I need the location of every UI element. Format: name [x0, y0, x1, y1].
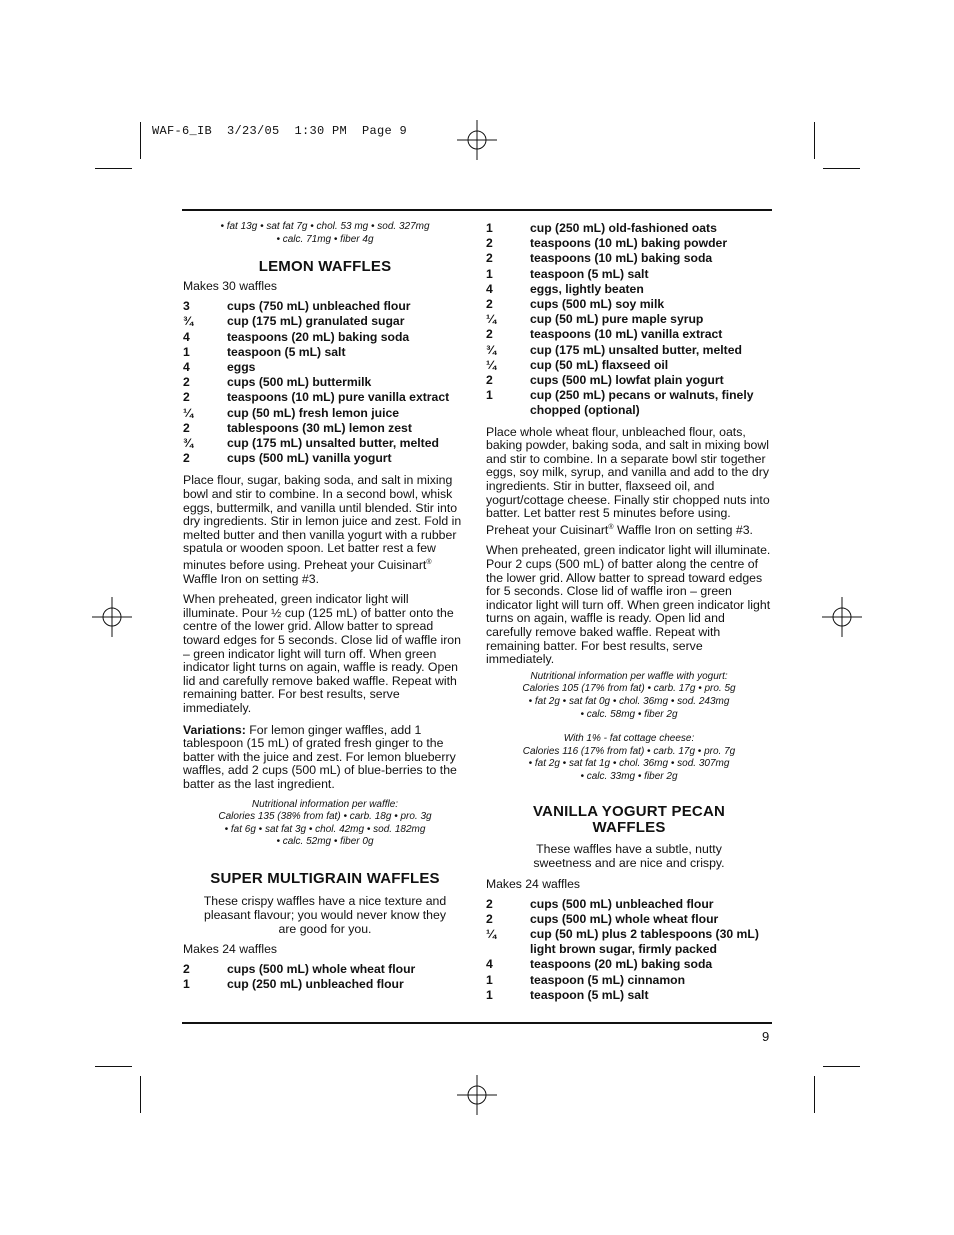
crop-mark — [140, 1076, 141, 1113]
ingredient-item — [183, 375, 467, 390]
multigrain-ingredient-list-continued — [486, 221, 772, 419]
ingredient-description: cup (175 mL) granulated sugar — [227, 314, 405, 329]
ingredient-quantity: ¾ — [486, 342, 497, 357]
ingredient-item — [183, 360, 467, 375]
ingredient-quantity: 2 — [486, 373, 493, 388]
left-column — [183, 221, 467, 992]
ingredient-quantity: ¾ — [183, 314, 194, 329]
ingredient-item — [183, 436, 467, 451]
ingredient-item — [486, 343, 772, 358]
lemon-ingredient-list — [183, 299, 467, 466]
multigrain-intro: These crispy waffles have a nice texture and pleasant flavour; you would never know they are good for you. — [203, 893, 447, 936]
ingredient-quantity: 4 — [486, 957, 493, 972]
ingredient-quantity: 1 — [183, 344, 190, 359]
ingredient-description: eggs — [227, 360, 256, 374]
nutrition-line: Calories 116 (17% from fat) • carb. 17g • pro. 7g — [522, 745, 736, 757]
vanilla-pecan-waffles-title: VANILLA YOGURT PECAN WAFFLES — [532, 802, 726, 836]
ingredient-item — [183, 390, 467, 405]
top-rule — [182, 209, 772, 211]
nutrition-line: • calc. 52mg • fiber 0g — [276, 836, 374, 848]
ingredient-item — [183, 299, 467, 314]
ingredient-description: teaspoons (10 mL) vanilla extract — [530, 327, 723, 342]
ingredient-description: teaspoon (5 mL) salt — [530, 987, 649, 1002]
ingredient-item — [486, 927, 772, 957]
ingredient-quantity: 2 — [183, 375, 190, 390]
ingredient-item — [486, 267, 772, 282]
ingredient-description: cups (500 mL) buttermilk — [227, 375, 372, 390]
ingredient-item — [486, 973, 772, 988]
nutrition-line: Calories 135 (38% from fat) • carb. 18g • pro. 3g — [218, 811, 432, 823]
ingredient-quantity: ¼ — [486, 357, 497, 372]
variations-label: Variations: — [183, 722, 246, 737]
ingredient-item — [486, 957, 772, 972]
ingredient-quantity: 1 — [486, 221, 493, 235]
ingredient-item — [486, 312, 772, 327]
ingredient-quantity: 2 — [183, 420, 190, 435]
ingredient-description: tablespoons (30 mL) lemon zest — [227, 420, 412, 435]
nutrition-line: Nutritional information per waffle: — [251, 798, 399, 810]
ingredient-description: teaspoons (10 mL) pure vanilla extract — [227, 390, 450, 405]
ingredient-quantity: 2 — [486, 236, 493, 251]
lemon-waffles-title: LEMON WAFFLES — [258, 258, 392, 276]
ingredient-quantity: ¼ — [486, 926, 497, 941]
registered-mark: ® — [608, 523, 614, 531]
ingredient-description: cups (500 mL) whole wheat flour — [227, 961, 416, 976]
vanilla-ingredient-list — [486, 897, 772, 1003]
ingredient-item — [183, 314, 467, 329]
ingredient-quantity: ¼ — [183, 405, 194, 420]
lemon-variations-paragraph: Variations: For lemon ginger waffles, add 1 tablespoon (15 mL) of grated fresh ginger to the batter with the juice and zest. For lemon blueberry waffles, add 2 cups (500 mL) of blue-berries to the batter as the last ingredient. — [183, 722, 457, 791]
ingredient-quantity: 2 — [486, 251, 493, 266]
registered-mark: ® — [426, 558, 432, 566]
ingredient-description: cups (500 mL) vanilla yogurt — [227, 451, 392, 466]
ingredient-quantity: 3 — [183, 299, 190, 314]
ingredient-item — [486, 912, 772, 927]
ingredient-description: cups (500 mL) soy milk — [530, 297, 665, 312]
ingredient-quantity: 4 — [486, 281, 493, 296]
ingredient-quantity: 2 — [486, 327, 493, 342]
ingredient-item — [183, 345, 467, 360]
crop-mark — [95, 1066, 132, 1067]
ingredient-description: cup (50 mL) fresh lemon juice — [227, 405, 400, 420]
ingredient-quantity: 1 — [183, 977, 190, 992]
page-number: 9 — [762, 1029, 770, 1044]
ingredient-item — [183, 421, 467, 436]
lemon-cooking-paragraph: When preheated, green indicator light will illuminate. Pour ½ cup (125 mL) of batter onto the centre of the lower grid. Allow batter to spread toward edges for 5 seconds. Close lid of waffle iron – green indicator light will turn off. When green indicator light turns on again, waffle is ready. Open lid and carefully remove baked waffle. Repeat with remaining batter. For best results, serve immediately. — [183, 592, 461, 716]
ingredient-quantity: ¾ — [183, 436, 194, 451]
ingredient-description: teaspoon (5 mL) cinnamon — [530, 972, 686, 987]
ingredient-description: cup (50 mL) flaxseed oil — [530, 357, 669, 372]
ingredient-quantity: 2 — [486, 911, 493, 926]
ingredient-description: eggs, lightly beaten — [530, 281, 644, 296]
crop-mark — [814, 1076, 815, 1113]
nutrition-line: Calories 105 (17% from fat) • carb. 17g • pro. 5g — [522, 683, 736, 695]
ingredient-description: teaspoons (20 mL) baking soda — [530, 957, 713, 972]
multigrain-nutrition-cottage — [486, 733, 772, 783]
nutrition-line: • fat 6g • sat fat 3g • chol. 42mg • sod. 182mg — [224, 823, 426, 835]
ingredient-description: teaspoons (10 mL) baking soda — [530, 251, 713, 266]
ingredient-item — [183, 451, 467, 466]
ingredient-item — [183, 406, 467, 421]
ingredient-description: cup (50 mL) plus 2 tablespoons (30 mL) light brown sugar, firmly packed — [530, 926, 759, 957]
crop-mark — [814, 122, 815, 159]
lemon-yield: Makes 30 waffles — [183, 279, 277, 294]
ingredient-description: teaspoon (5 mL) salt — [530, 266, 649, 281]
ingredient-description: teaspoons (10 mL) baking powder — [530, 236, 728, 251]
ingredient-item — [183, 962, 467, 977]
ingredient-quantity: ¼ — [486, 312, 497, 327]
ingredient-quantity: 2 — [183, 390, 190, 405]
multigrain-waffles-title: SUPER MULTIGRAIN WAFFLES — [210, 869, 440, 887]
ingredient-description: cups (500 mL) lowfat plain yogurt — [530, 373, 724, 388]
ingredient-item — [486, 388, 772, 418]
ingredient-item — [486, 988, 772, 1003]
ingredient-description: cup (175 mL) unsalted butter, melted — [530, 342, 742, 357]
ingredient-item — [486, 358, 772, 373]
crop-mark — [95, 168, 132, 169]
ingredient-item — [486, 236, 772, 251]
ingredient-quantity: 1 — [486, 266, 493, 281]
ingredient-description: cups (500 mL) unbleached flour — [530, 896, 714, 911]
ingredient-description: teaspoons (20 mL) baking soda — [227, 329, 410, 344]
crop-mark — [823, 168, 860, 169]
ingredient-description: cup (250 mL) unbleached flour — [227, 977, 404, 992]
ingredient-quantity: 2 — [486, 297, 493, 312]
ingredient-item — [486, 282, 772, 297]
ingredient-quantity: 1 — [486, 972, 493, 987]
ingredient-item — [486, 297, 772, 312]
nutrition-line: • fat 13g • sat fat 7g • chol. 53 mg • sod. 327mg — [220, 221, 430, 232]
multigrain-method-paragraph: Place whole wheat flour, unbleached flour, oats, baking powder, baking soda, and salt in mixing bowl and stir to combine. In a separate bowl stir together eggs, soy milk, syrup, and vanilla and add to the dry ingredients. Stir in butter, flaxseed oil, and yogurt/cottage cheese. Finally stir chopped nuts into batter. Let batter rest 5 minutes before using. Preheat your Cuisinart® Waffle Iron on setting #3. — [486, 424, 770, 537]
multigrain-ingredient-list — [183, 962, 467, 992]
ingredient-quantity: 1 — [486, 987, 493, 1002]
ingredient-description: cup (50 mL) pure maple syrup — [530, 312, 704, 327]
ingredient-description: cups (750 mL) unbleached flour — [227, 299, 411, 314]
ingredient-description: cup (250 mL) pecans or walnuts, finely chopped (optional) — [530, 388, 754, 418]
lemon-nutrition — [183, 799, 467, 849]
nutrition-line: • calc. 33mg • fiber 2g — [580, 770, 678, 782]
multigrain-cooking-paragraph: When preheated, green indicator light will illuminate. Pour 2 cups (500 mL) of batter along the centre of the lower grid. Allow batter to spread toward edges for 5 seconds. Close lid of waffle iron – green indicator light will turn off. When green indicator light turns on again, waffle is ready. Open lid and carefully remove baked waffle. Repeat with remaining batter. For best results, serve immediately. — [486, 543, 771, 667]
right-column — [486, 221, 772, 1003]
nutrition-line: • fat 2g • sat fat 1g • chol. 36mg • sod. 307mg — [528, 758, 730, 770]
vanilla-yield: Makes 24 waffles — [486, 876, 580, 891]
nutrition-line: • fat 2g • sat fat 0g • chol. 36mg • sod. 243mg — [528, 696, 730, 708]
nutrition-line: With 1% - fat cottage cheese: — [563, 733, 695, 745]
nutrition-line: • calc. 58mg • fiber 2g — [580, 708, 678, 720]
ingredient-description: cup (250 mL) old-fashioned oats — [530, 221, 717, 235]
ingredient-item — [486, 221, 772, 236]
vanilla-intro: These waffles have a subtle, nutty sweetness and are nice and crispy. — [533, 841, 725, 870]
nutrition-continued — [183, 221, 467, 246]
print-slug: WAF-6_IB 3/23/05 1:30 PM Page 9 — [152, 124, 408, 138]
ingredient-item — [486, 373, 772, 388]
ingredient-quantity: 2 — [183, 451, 190, 466]
lemon-method-paragraph: Place flour, sugar, baking soda, and salt in mixing bowl and stir to combine. In a second bowl, whisk eggs, buttermilk, and vanilla until blended. Stir into dry ingredients. Stir in lemon juice and zest. Fold in melted butter and then vanilla yogurt with a rubber spatula or wooden spoon. Let batter rest a few minutes before using. Preheat your Cuisinart® Waffle Iron on setting #3. — [183, 473, 462, 586]
crop-mark — [823, 1066, 860, 1067]
crop-mark — [140, 122, 141, 159]
bottom-rule — [182, 1022, 772, 1024]
ingredient-item — [183, 330, 467, 345]
ingredient-description: cup (175 mL) unsalted butter, melted — [227, 436, 439, 451]
ingredient-quantity: 4 — [183, 360, 190, 374]
multigrain-yield: Makes 24 waffles — [183, 941, 277, 956]
ingredient-quantity: 2 — [183, 961, 190, 976]
registration-mark-icon — [822, 597, 862, 637]
ingredient-description: cups (500 mL) whole wheat flour — [530, 911, 719, 926]
ingredient-item — [486, 251, 772, 266]
registration-mark-icon — [457, 120, 497, 160]
registration-mark-icon — [92, 597, 132, 637]
multigrain-nutrition-yogurt — [486, 671, 772, 721]
registration-mark-icon — [457, 1075, 497, 1115]
ingredient-item — [183, 977, 467, 992]
ingredient-description: teaspoon (5 mL) salt — [227, 344, 346, 359]
ingredient-quantity: 1 — [486, 388, 493, 403]
nutrition-line: • calc. 71mg • fiber 4g — [276, 233, 374, 245]
ingredient-item — [486, 897, 772, 912]
ingredient-item — [486, 327, 772, 342]
ingredient-quantity: 4 — [183, 329, 190, 344]
nutrition-line: Nutritional information per waffle with yogurt: — [530, 670, 728, 682]
ingredient-quantity: 2 — [486, 896, 493, 911]
